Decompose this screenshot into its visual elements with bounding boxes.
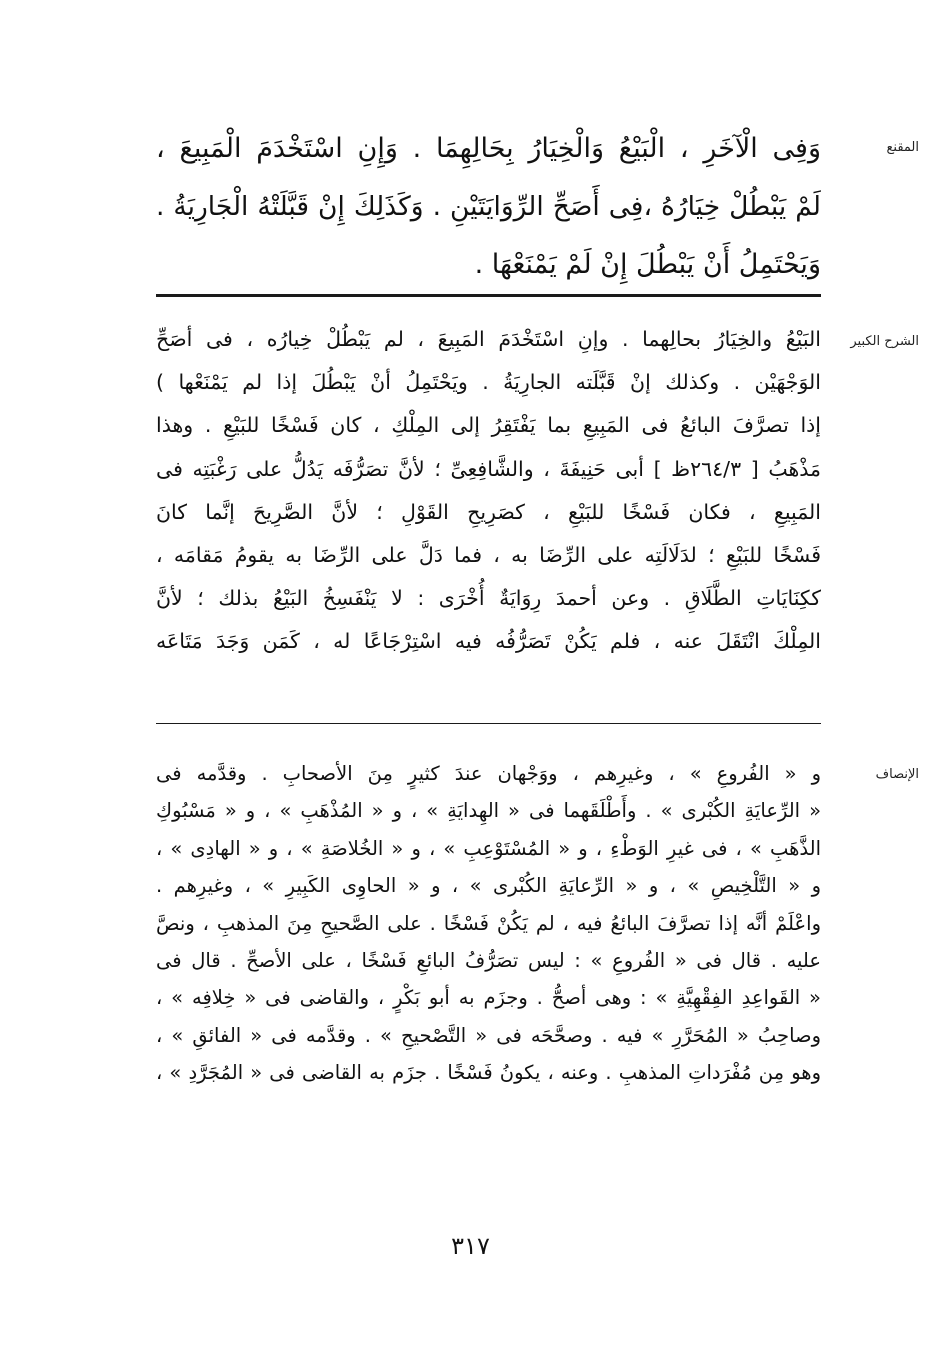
sharh-line: البَيْعُ والخِيَارُ بحالِهما . وإنِ اسْتَخْدَمَ المَبِيعَ ، لم يَبْطُلْ خِيارُه ، فى أصَحِّ bbox=[156, 327, 821, 351]
sharh-line: مَذْهَبُ [ ٢٦٤/٣ظ ] أبى حَنِيفَةَ ، والشَّافِعِىِّ ؛ لأنَّ تصَرُّفَه يَدُلُّ على رَغْبَتِه فى bbox=[156, 456, 821, 481]
muqni-line: وَفِى الْآخَرِ ، الْبَيْعُ وَالْخِيَارُ بِحَالِهِمَا . وَإِنِ اسْتَخْدَمَ الْمَبِيعَ ، bbox=[156, 133, 821, 164]
insaf-line: « القَواعِدِ الفِقْهِيَّةِ » : وهى أصحُّ . وجزَم به أبو بَكْرٍ ، والقاضى فى « خِلافِه » ، bbox=[156, 986, 821, 1010]
page-number: ٣١٧ bbox=[451, 1232, 490, 1260]
sharh-line: المِلْكَ انْتَقَلَ عنه ، فلم يَكُنْ تَصَرُّفُه فيه اسْتِرْجَاعًا له ، كَمَن وَجَدَ مَتَاعَه bbox=[156, 629, 821, 654]
muqni-label: المقنع bbox=[886, 140, 919, 155]
insaf-line: و « الفُروعِ » ، وغيرِهم ، ووَجْهان عندَ كثيرٍ مِنَ الأصحابِ . وقدَّمه فى bbox=[156, 762, 821, 785]
muqni-text bbox=[156, 120, 821, 294]
insaf-text bbox=[156, 755, 821, 1092]
insaf-label: الإنصاف bbox=[875, 767, 919, 782]
section-divider-thick bbox=[156, 294, 821, 297]
insaf-line: الذَّهَبِ » ، فى غيرِ الوَطْءِ ، و « المُسْتَوْعِبِ » ، و « الخُلاصَةِ » ، و « الهادِى » ، bbox=[156, 836, 821, 860]
sharh-text bbox=[156, 318, 821, 664]
insaf-line: وهو مِن مُفْرَداتِ المذهبِ . وعنه ، يكونُ فَسْخًا . جزَم به القاضى فى « المُجَرَّدِ » ، bbox=[156, 1061, 821, 1085]
sharh-line: الوَجْهَيْن . وكذلك إنْ قَبَّلَته الجارِيَةُ . ويَحْتَمِلُ أنْ يَبْطُلَ إذا لم يَمْنَعْها ) bbox=[156, 370, 821, 395]
muqni-line: وَيَحْتَمِلُ أَنْ يَبْطُلَ إِنْ لَمْ يَمْنَعْهَا . bbox=[474, 249, 821, 280]
insaf-line: وصاحِبُ « المُحَرَّرِ » فيه . وصحَّحَه فى « التَّصْحيحِ » . وقدَّمه فى « الفائقِ » ، bbox=[156, 1023, 821, 1047]
sharh-label: الشرح الكبير bbox=[850, 334, 919, 349]
sharh-line: ككِنَايَاتِ الطَّلَاقِ . وعن أحمدَ رِوَايَةٌ أُخْرَى : لا يَنْفَسِخُ البَيْعُ بذلك ؛ لأنَّ bbox=[156, 586, 821, 611]
insaf-line: واعْلَمْ أنَّه إذا تصرَّفَ البائعُ فيه ، لم يَكُنْ فَسْخًا . على الصَّحيحِ مِنَ المذهبِ ، ونصَّ bbox=[156, 911, 821, 935]
muqni-line: لَمْ يَبْطُلْ خِيَارُهُ ،فِى أَصَحِّ الرِّوَايَتَيْنِ . وَكَذَلِكَ إِنْ قَبَّلَتْهُ الْجَارِيَةُ . bbox=[156, 191, 821, 222]
insaf-line: عليه . قال فى « الفُروعِ » : ليس تصَرُّفُ البائعِ فَسْخًا ، على الأصحِّ . قال فى bbox=[156, 948, 821, 972]
section-divider-thin bbox=[156, 723, 821, 724]
sharh-line: فَسْخًا للبَيْعِ ؛ لدَلَالَتِه على الرِّضَا به ، فما دَلَّ على الرِّضَا به يقومُ مَقامَه ، bbox=[156, 542, 821, 567]
insaf-line: « الرِّعايَةِ الكُبْرى » . وأَطْلَقَهما فى « الهِدايَةِ » ، و « المُذْهَبِ » ، و « مَسْبُوكِ bbox=[156, 799, 821, 823]
sharh-line: إذا تصرَّفَ البائعُ فى المَبِيعِ بما يَفْتَقِرُ إلى المِلْكِ ، كان فَسْخًا للبَيْعِ . وهذا bbox=[156, 413, 821, 438]
insaf-line: و « التَّلْخِيصِ » ، و « الرِّعايَةِ الكُبْرى » ، و « الحاوِى الكَبِيرِ » ، وغيرِهم . bbox=[156, 874, 821, 898]
sharh-line: المَبِيعِ ، فكان فَسْخًا للبَيْعِ ، كصَرِيحِ القَوْلِ ؛ لأنَّ الصَّرِيحَ إنَّما كانَ bbox=[156, 499, 821, 524]
